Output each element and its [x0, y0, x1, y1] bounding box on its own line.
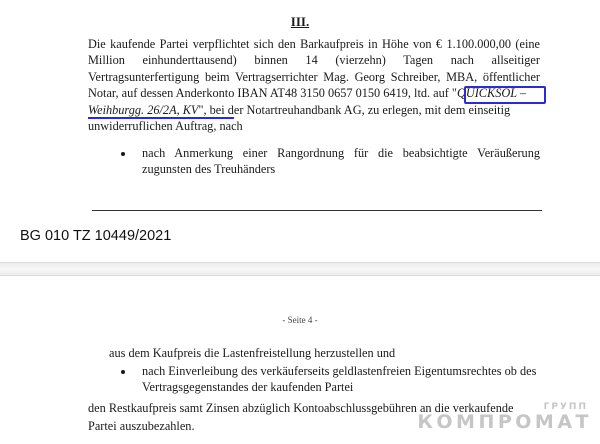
- bullet-item: [142, 145, 540, 178]
- section-heading: III.: [290, 14, 310, 29]
- bullet-line: nach Einverleibung des verkäuferseits geldlastenfreien Eigentumsrechtes ob des: [142, 364, 537, 378]
- watermark-big-text: КОМПРОМАТ: [417, 411, 592, 433]
- paragraph-line: [88, 102, 540, 118]
- case-number: BG 010 TZ 10449/2021: [20, 228, 172, 244]
- page-separator: [0, 262, 600, 276]
- paragraph-line-text: Notar, auf dessen Anderkonto IBAN AT48 3150 0657 0150 6419, ltd. auf ": [88, 86, 457, 101]
- highlighted-account-name: QUICKSOL –: [456, 86, 527, 101]
- continuation-line: aus dem Kaufpreis die Lastenfreistellung herzustellen und: [109, 346, 396, 360]
- bullet-line: nach Anmerkung einer Rangordnung für die beabsichtigte Veräußerung: [142, 146, 540, 160]
- page-number: - Seite 4 -: [282, 315, 318, 325]
- bullet-icon: [121, 370, 125, 374]
- paragraph-line: Partei auszubezahlen.: [88, 419, 195, 433]
- paragraph-line: Die kaufende Partei verpflichtet sich den Barkaufpreis in Höhe von € 1.100.000,00 (eine: [88, 37, 540, 51]
- watermark-logo: [417, 402, 592, 438]
- paragraph-line: unwiderruflichen Auftrag, nach: [88, 119, 243, 134]
- annotation-underline: [88, 117, 234, 119]
- watermark-small-text: ГРУПП: [543, 402, 588, 412]
- bullet-icon: [121, 152, 125, 156]
- paragraph-line: Million einhunderttausend) binnen 14 (vierzehn) Tagen nach allseitiger: [88, 53, 540, 68]
- paragraph-line-text: ", bei der Notartreuhandbank AG, zu erlegen,: [198, 102, 422, 117]
- paragraph-line-text: mit dem einseitig: [424, 102, 511, 117]
- bullet-item: [142, 363, 540, 396]
- paragraph-line: den Restkaufpreis samt Zinsen abzüglich Kontoabschlussgebühren an die verkaufende: [88, 401, 514, 415]
- paragraph-line: Vertragsunterfertigung beim Vertragserrichter Mag. Georg Schreiber, MBA, öffentlicher: [88, 69, 540, 84]
- annotation-box: [464, 86, 546, 104]
- signature-rule: [92, 210, 542, 211]
- bullet-line: zugunsten des Treuhänders: [142, 162, 276, 177]
- bullet-line: Vertragsgegenstandes der kaufenden Partei: [142, 380, 354, 395]
- highlighted-account-address: Weihburgg. 26/2A, KV: [88, 102, 199, 117]
